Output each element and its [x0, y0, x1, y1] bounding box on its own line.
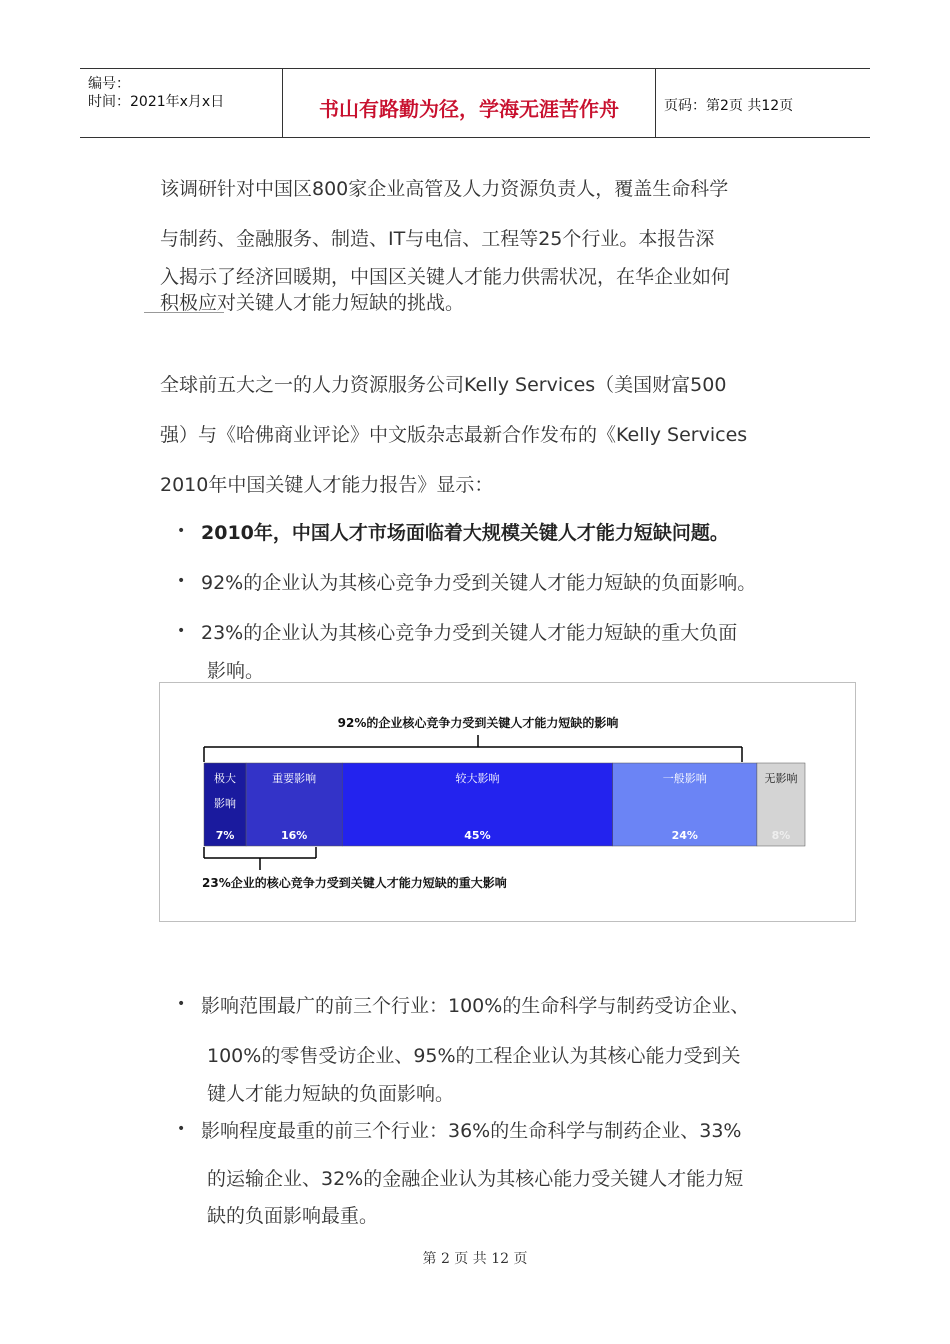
bullet-4-line-2: 100%的零售受访企业、95%的工程企业认为其核心能力受到关	[207, 1045, 741, 1067]
segment-value-label: 7%	[215, 829, 235, 842]
header-middle-cell	[283, 69, 656, 137]
impact-chart	[159, 682, 856, 922]
document-header	[80, 68, 870, 138]
segment-category-label: 重要影响	[272, 772, 317, 785]
motto: 书山有路勤为径，学海无涯苦作舟	[319, 97, 619, 121]
bullet-4-line-3: 键人才能力短缺的负面影响。	[207, 1083, 455, 1105]
impact-chart-svg	[160, 683, 855, 921]
segment-category-label: 极大	[214, 772, 237, 785]
underline-divider	[144, 312, 224, 313]
segment-value-label: 45%	[464, 829, 491, 842]
bullet-dot: •	[177, 1121, 186, 1137]
top-annotation: 92%的企业核心竞争力受到关键人才能力短缺的影响	[337, 716, 619, 730]
bullet-5-line-2: 的运输企业、32%的金融企业认为其核心能力受关键人才能力短	[207, 1168, 744, 1190]
bullet-3-line-1: 23%的企业认为其核心竞争力受到关键人才能力短缺的重大负面	[201, 622, 738, 644]
segment-category-label: 无影响	[764, 772, 798, 785]
segment-value-label: 8%	[771, 829, 791, 842]
bullet-5-line-3: 缺的负面影响最重。	[207, 1205, 379, 1227]
segment-category-label: 一般影响	[662, 772, 707, 785]
para2-line-2: 强）与《哈佛商业评论》中文版杂志最新合作发布的《Kelly Services	[160, 424, 748, 446]
intro-line-1: 该调研针对中国区800家企业高管及人力资源负责人，覆盖生命科学	[160, 178, 729, 200]
bullet-dot: •	[177, 996, 186, 1012]
bullet-1: 2010年，中国人才市场面临着大规模关键人才能力短缺问题。	[201, 522, 729, 544]
intro-line-2: 与制药、金融服务、制造、IT与电信、工程等25个行业。本报告深	[160, 228, 715, 250]
segment-category-label: 影响	[214, 797, 237, 810]
page-footer: 第 2 页 共 12 页	[422, 1251, 528, 1267]
page-info: 页码：第2页 共12页	[664, 98, 794, 114]
bottom-annotation: 23%企业的核心竞争力受到关键人才能力短缺的重大影响	[202, 876, 507, 890]
para2-line-3: 2010年中国关键人才能力报告》显示：	[160, 474, 494, 496]
bullet-4-line-1: 影响范围最广的前三个行业：100%的生命科学与制药受访企业、	[201, 995, 750, 1017]
number-label: 编号：	[88, 76, 130, 92]
bar-group	[204, 763, 805, 846]
bullet-5-line-1: 影响程度最重的前三个行业：36%的生命科学与制药企业、33%	[201, 1120, 742, 1142]
bullet-3-line-2: 影响。	[207, 660, 265, 682]
date-label: 时间：2021年x月x日	[88, 94, 225, 110]
bullet-dot: •	[177, 623, 186, 639]
segment-value-label: 24%	[671, 829, 698, 842]
intro-line-4: 积极应对关键人才能力短缺的挑战。	[160, 292, 465, 314]
bullet-2: 92%的企业认为其核心竞争力受到关键人才能力短缺的负面影响。	[201, 572, 757, 594]
segment-value-label: 16%	[280, 829, 308, 842]
header-left-cell	[80, 69, 283, 137]
segment-category-label: 较大影响	[455, 772, 500, 785]
para2-line-1: 全球前五大之一的人力资源服务公司Kelly Services（美国财富500	[160, 374, 727, 396]
header-right-cell	[656, 69, 870, 137]
bullet-dot: •	[177, 523, 186, 539]
intro-line-3: 入揭示了经济回暖期，中国区关键人才能力供需状况，在华企业如何	[160, 266, 731, 288]
bullet-dot: •	[177, 573, 186, 589]
